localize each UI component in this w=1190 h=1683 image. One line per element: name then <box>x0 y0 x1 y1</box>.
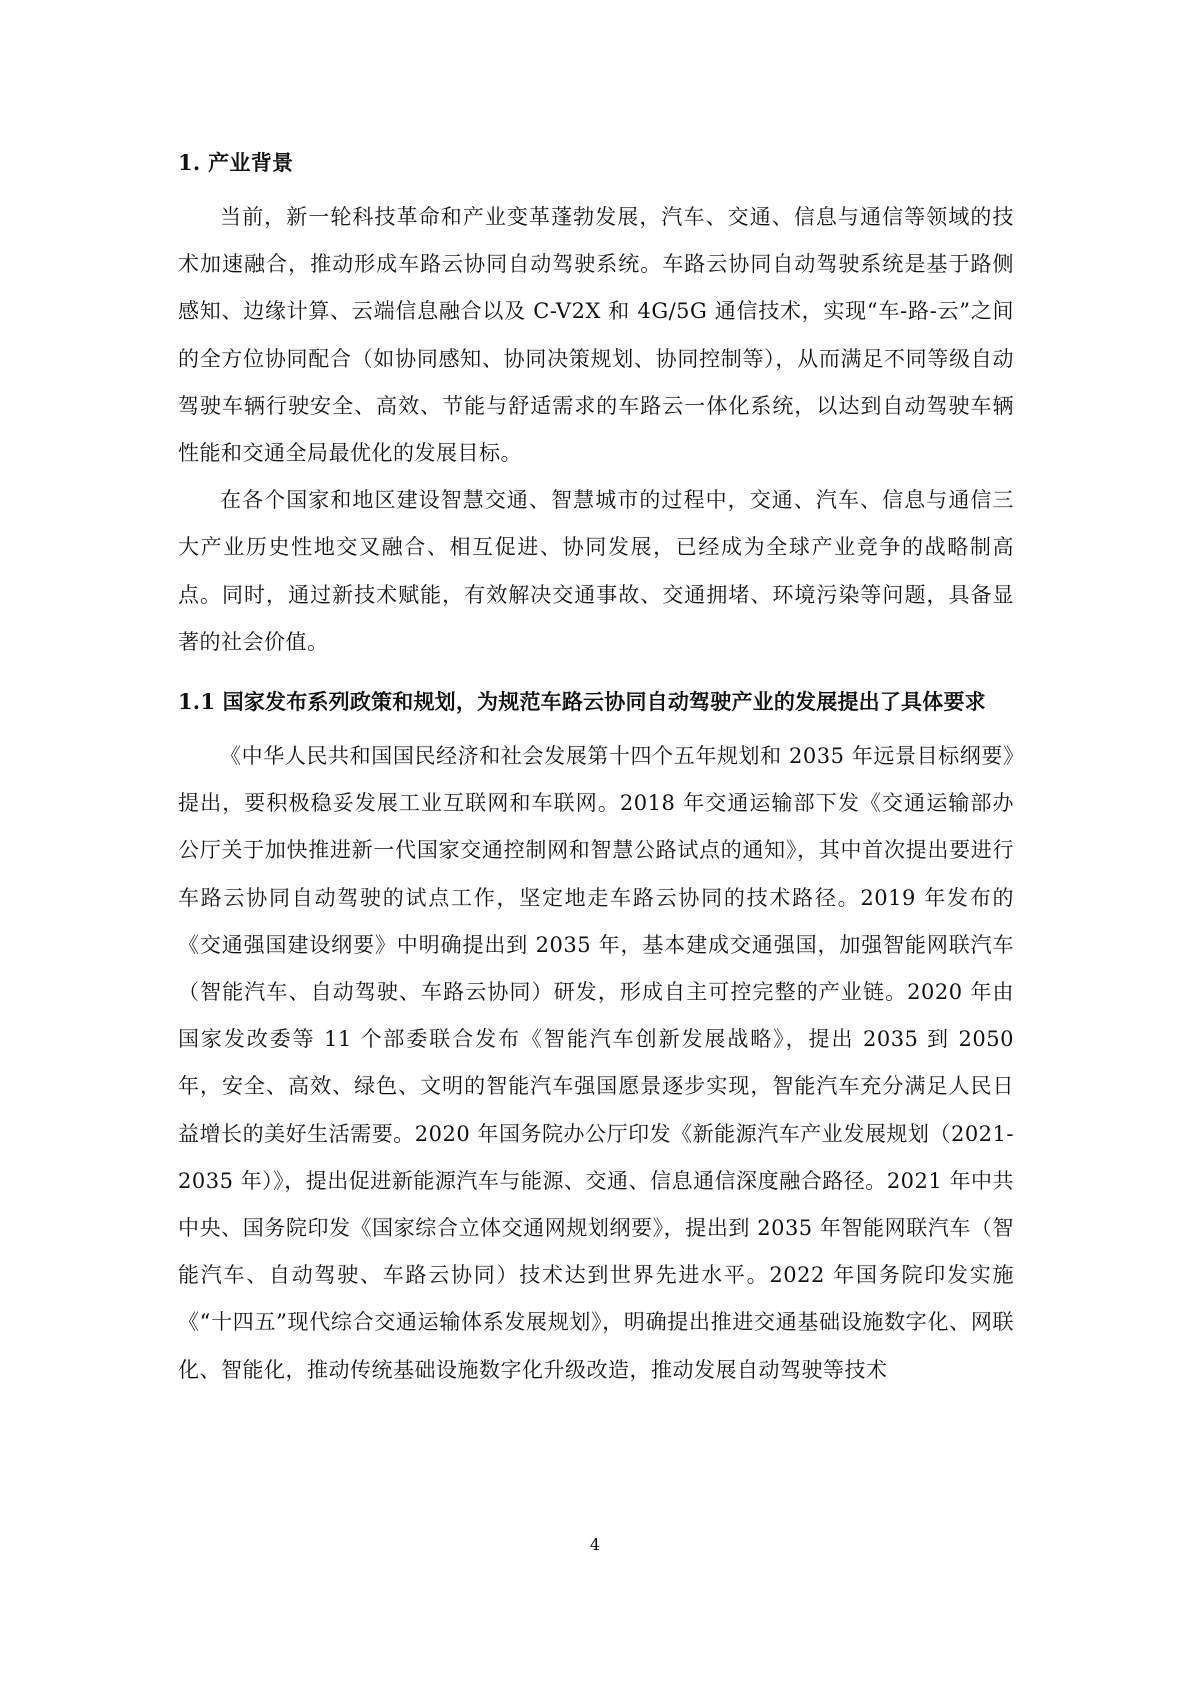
spacer <box>178 725 1014 733</box>
body-paragraph: 《中华人民共和国国民经济和社会发展第十四个五年规划和 2035 年远景目标纲要》提出，要积极稳妥发展工业互联网和车联网。2018 年交通运输部下发《交通运输部办公厅关于加快推进新一代国家交通控制网和智慧公路试点的通知》，其中首次提出要进行车路云协同自动驾驶的试点工作，坚定地走车路云协同的技术路径。2019 年发布的《交通强国建设纲要》中明确提出到 2035 年，基本建成交通强国，加强智能网联汽车（智能汽车、自动驾驶、车路云协同）研发，形成自主可控完整的产业链。2020 年由国家发改委等 11 个部委联合发布《智能汽车创新发展战略》，提出 2035 到 2050 年，安全、高效、绿色、文明的智能汽车强国愿景逐步实现，智能汽车充分满足人民日益增长的美好生活需要。2020 年国务院办公厅印发《新能源汽车产业发展规划（2021-2035 年）》，提出促进新能源汽车与能源、交通、信息通信深度融合路径。2021 年中共中央、国务院印发《国家综合立体交通网规划纲要》，提出到 2035 年智能网联汽车（智能汽车、自动驾驶、车路云协同）技术达到世界先进水平。2022 年国务院印发实施《“十四五”现代综合交通运输体系发展规划》，明确提出推进交通基础设施数字化、网联化、智能化，推动传统基础设施数字化升级改造，推动发展自动驾驶等技术 <box>178 744 1014 1382</box>
body-paragraph: 当前，新一轮科技革命和产业变革蓬勃发展，汽车、交通、信息与通信等领域的技术加速融合，推动形成车路云协同自动驾驶系统。车路云协同自动驾驶系统是基于路侧感知、边缘计算、云端信息融合以及 C-V2X 和 4G/5G 通信技术，实现“车-路-云”之间的全方位协同配合（如协同感知、协同决策规划、协同控制等），从而满足不同等级自动驾驶车辆行驶安全、高效、节能与舒适需求的车路云一体化系统，以达到自动驾驶车辆性能和交通全局最优化的发展目标。 <box>178 205 1014 466</box>
section-heading: 1. 产业背景 <box>178 150 294 175</box>
spacer <box>178 180 1014 194</box>
spacer <box>178 666 1014 678</box>
body-paragraph: 在各个国家和地区建设智慧交通、智慧城市的过程中，交通、汽车、信息与通信三大产业历史性地交叉融合、相互促进、协同发展，已经成为全球产业竞争的战略制高点。同时，通过新技术赋能，有效解决交通事故、交通拥堵、环境污染等问题，具备显著的社会价值。 <box>178 488 1014 654</box>
page-number: 4 <box>589 1535 601 1554</box>
page-body <box>178 146 1014 1394</box>
subsection-heading: 1.1 国家发布系列政策和规划，为规范车路云协同自动驾驶产业的发展提出了具体要求 <box>178 689 986 715</box>
